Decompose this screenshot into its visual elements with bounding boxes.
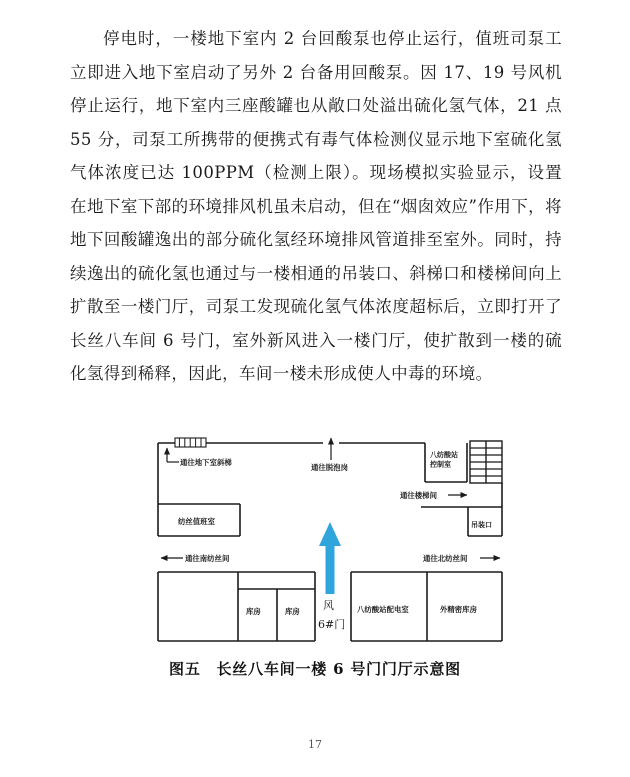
label-acid-control-room-line1: 八纺酸站控制室 — [430, 451, 458, 469]
label-spinning-duty-room: 纺丝值班室 — [178, 517, 215, 526]
body-paragraph: 停电时，一楼地下室内 2 台回酸泵也停止运行，值班司泵工立即进入地下室启动了另外 2 台备用回酸泵。因 17、19 号风机停止运行，地下室内三座酸罐也从敞口处溢出硫化氢气体，21 点 55 分，司泵工所携带的便携式有毒气体检测仪显示地下室硫化氢气体浓度已达 100PPM（检测上限）。现场模拟实验显示，设置在地下室下部的环境排风机虽未启动，但在“烟囱效应”作用下，将地下回酸罐逸出的部分硫化氢经环境排风管道排至室外。同时，持续逸出的硫化氢也通过与一楼相通的吊装口、斜梯口和楼梯间向上扩散至一楼门厅，司泵工发现硫化氢气体浓度超标后，立即打开了长丝八车间 6 号门，室外新风进入一楼门厅，使扩散到一楼的硫化氢得到稀释，因此，车间一楼未形成使人中毒的环境。 — [70, 29, 562, 383]
label-basement-stair: 通往地下室斜梯 — [180, 458, 232, 467]
label-acid-power-room: 八纺酸站配电室 — [357, 605, 409, 614]
label-defoam-post: 通往脱泡岗 — [311, 463, 348, 472]
label-door-6: 6#门 — [318, 618, 346, 631]
floorplan-diagram — [155, 432, 505, 648]
basement-stair-symbol — [175, 438, 206, 447]
label-to-north-spinning: 通往北纺丝间 — [423, 554, 468, 563]
wind-arrow — [319, 522, 341, 594]
label-precision-warehouse: 外精密库房 — [440, 605, 477, 614]
label-to-south-spinning: 通往南纺丝间 — [185, 554, 230, 563]
label-hoist-opening: 吊装口 — [471, 521, 492, 529]
label-to-stairwell: 通往楼梯间 — [400, 491, 437, 500]
label-warehouse-2: 库房 — [285, 607, 300, 616]
page-number: 17 — [308, 738, 322, 751]
document-body — [70, 22, 562, 391]
floorplan-figure — [155, 432, 505, 648]
label-wind: 风 — [323, 599, 334, 612]
figure-caption: 图五 长丝八车间一楼 6 号门门厅示意图 — [169, 660, 461, 678]
label-warehouse-1: 库房 — [246, 607, 261, 616]
grid-rack-symbol — [470, 441, 502, 483]
